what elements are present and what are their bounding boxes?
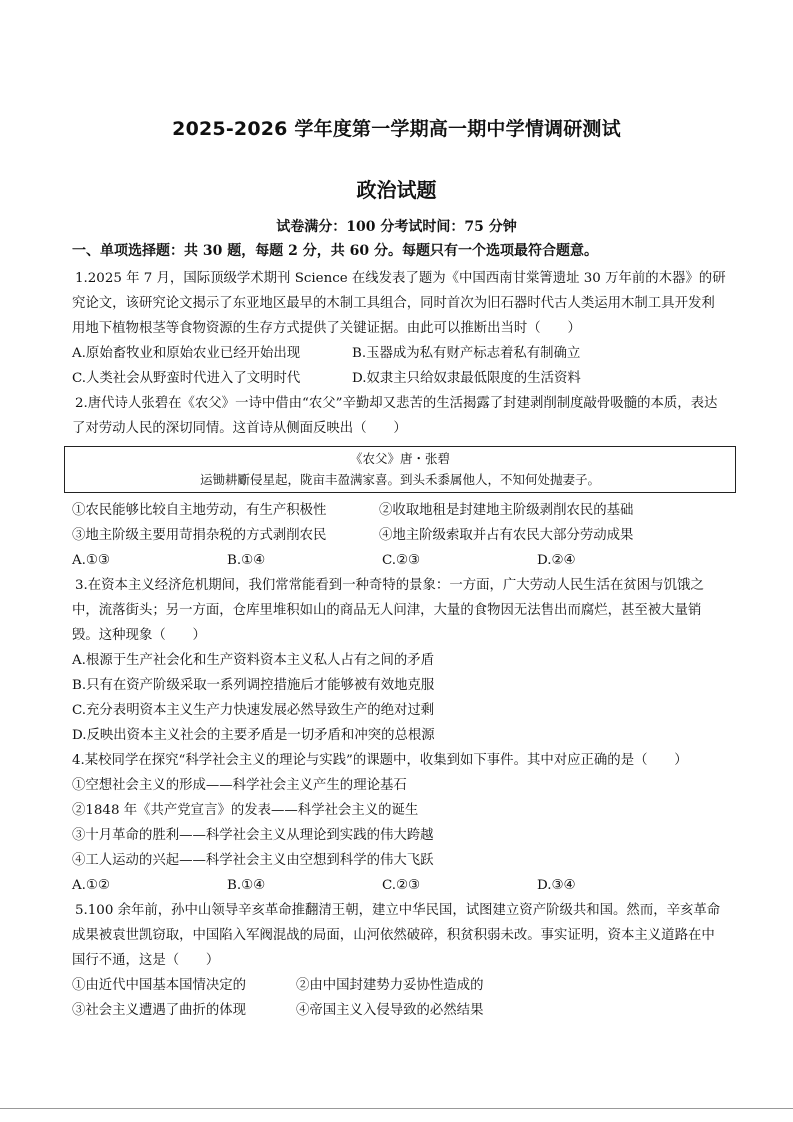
section-heading: 一、单项选择题：共 30 题，每题 2 分，共 60 分。每题只有一个选项最符合题意。	[72, 243, 598, 259]
option-a: A.①②	[72, 878, 110, 893]
option-a: A.①③	[72, 553, 110, 568]
statement-2: ②由中国封建势力妥协性造成的	[296, 978, 484, 993]
statement-2: ②1848 年《共产党宣言》的发表——科学社会主义的诞生	[72, 803, 419, 818]
statement-1: ①农民能够比较自主地劳动，有生产积极性	[72, 503, 327, 518]
option-row	[72, 366, 728, 391]
statement-4: ④帝国主义入侵导致的必然结果	[296, 1003, 484, 1018]
question-4	[72, 748, 728, 898]
option-c: C.充分表明资本主义生产力快速发展必然导致生产的绝对过剩	[72, 703, 435, 718]
question-1	[72, 266, 728, 391]
statement-3: ③地主阶级主要用苛捐杂税的方式剥削农民	[72, 528, 327, 543]
question-3	[72, 573, 728, 748]
option-row	[72, 548, 728, 573]
option-d: D.③④	[537, 878, 576, 893]
poem-text: 运锄耕斸侵星起，陇亩丰盈满家喜。到头禾黍属他人，不知何处抛妻子。	[199, 472, 600, 487]
option-a: A.原始畜牧业和原始农业已经开始出现	[72, 346, 301, 361]
questions	[72, 266, 728, 1023]
option-b: B.只有在资产阶级采取一系列调控措施后才能够被有效地克服	[72, 678, 435, 693]
poem-box	[64, 446, 736, 493]
option-b: B.①④	[227, 553, 266, 568]
option-a: A.根源于生产社会化和生产资料资本主义私人占有之间的矛盾	[72, 653, 435, 668]
exam-meta: 试卷满分：100 分考试时间：75 分钟	[276, 219, 517, 235]
question-stem: 3.在资本主义经济危机期间，我们常常能看到一种奇特的景象：一方面，广大劳动人民生活在贫困与饥饿之中，流落街头；另一方面，仓库里堆积如山的商品无人问津，大量的食物因无法售出而腐烂，甚至被大量销毁。这种现象（ ）	[72, 578, 704, 643]
option-d: D.反映出资本主义社会的主要矛盾是一切矛盾和冲突的总根源	[72, 728, 435, 743]
statement-4: ④工人运动的兴起——科学社会主义由空想到科学的伟大飞跃	[72, 853, 434, 868]
subject-title: 政治试题	[356, 178, 437, 202]
exam-title: 2025-2026 学年度第一学期高一期中学情调研测试	[172, 118, 621, 140]
page-divider	[0, 1108, 793, 1109]
statement-3: ③十月革命的胜利——科学社会主义从理论到实践的伟大跨越	[72, 828, 434, 843]
option-d: D.②④	[537, 553, 576, 568]
option-c: C.②③	[382, 553, 421, 568]
option-b: B.①④	[227, 878, 266, 893]
statement-row	[72, 523, 728, 548]
option-d: D.奴隶主只给奴隶最低限度的生活资料	[352, 371, 581, 386]
statement-row	[72, 498, 728, 523]
question-2	[72, 391, 728, 573]
option-c: C.②③	[382, 878, 421, 893]
question-stem: 5.100 余年前，孙中山领导辛亥革命推翻清王朝，建立中华民国，试图建立资产阶级共和国。然而，辛亥革命成果被袁世凯窃取，中国陷入军阀混战的局面，山河依然破碎，积贫积弱未改。事实证明，资本主义道路在中国行不通，这是（ ）	[72, 903, 721, 968]
statement-2: ②收取地租是封建地主阶级剥削农民的基础	[379, 503, 634, 518]
statement-row	[72, 973, 728, 998]
option-b: B.玉器成为私有财产标志着私有制确立	[352, 346, 581, 361]
poem-title: 《农父》唐・张碧	[349, 451, 450, 466]
statement-row	[72, 998, 728, 1023]
statement-3: ③社会主义遭遇了曲折的体现	[72, 1003, 247, 1018]
question-stem: 1.2025 年 7 月，国际顶级学术期刊 Science 在线发表了题为《中国西南甘棠箐遗址 30 万年前的木器》的研究论文，该研究论文揭示了东亚地区最早的木制工具组合，同时首次为旧石器时代古人类运用木制工具开发利用地下植物根茎等食物资源的生存方式提供了关键证据。由此可以推断出当时（ ）	[72, 271, 726, 336]
statement-1: ①空想社会主义的形成——科学社会主义产生的理论基石	[72, 778, 407, 793]
question-stem: 4.某校同学在探究“科学社会主义的理论与实践”的课题中，收集到如下事件。其中对应正确的是（ ）	[72, 753, 688, 768]
option-c: C.人类社会从野蛮时代进入了文明时代	[72, 371, 301, 386]
question-stem: 2.唐代诗人张碧在《农父》一诗中借由“农父”辛勤却又悲苦的生活揭露了封建剥削制度敲骨吸髓的本质，表达了对劳动人民的深切同情。这首诗从侧面反映出（ ）	[72, 396, 718, 436]
statement-1: ①由近代中国基本国情决定的	[72, 978, 247, 993]
question-5	[72, 898, 728, 1023]
option-row	[72, 873, 728, 898]
option-row	[72, 341, 728, 366]
statement-4: ④地主阶级索取并占有农民大部分劳动成果	[379, 528, 634, 543]
